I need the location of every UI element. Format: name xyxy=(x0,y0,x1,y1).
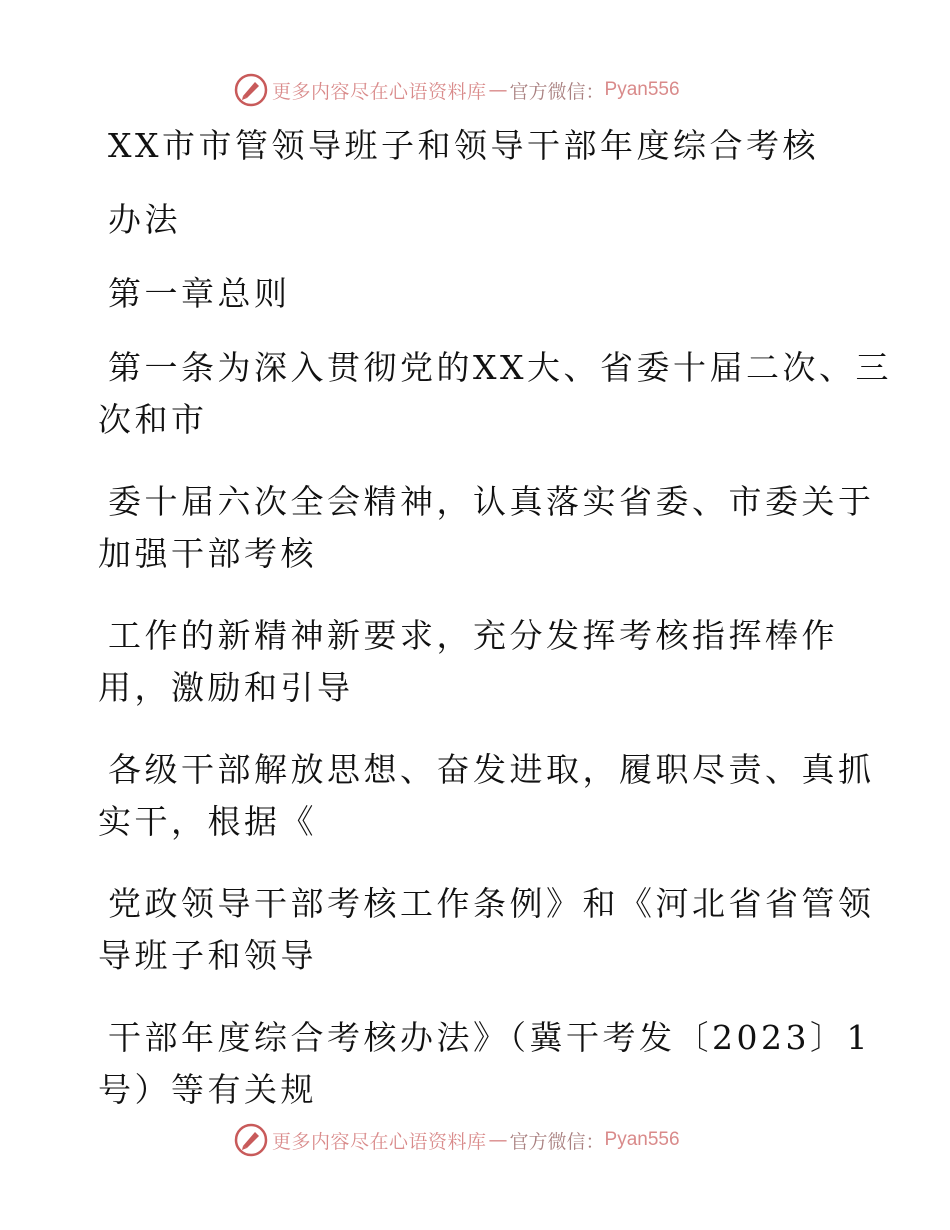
paragraph-line: 加强干部考核 xyxy=(98,534,317,573)
watermark-dash: — xyxy=(488,79,508,101)
pen-nib-circle-icon xyxy=(234,1123,268,1157)
chapter-heading: 第一章总则 xyxy=(108,274,291,313)
watermark-channel-label: 官方微信： xyxy=(509,80,605,103)
paragraph-line: 各级干部解放思想、奋发进取，履职尽责、真抓 xyxy=(108,750,875,789)
paragraph-line: 委十届六次全会精神，认真落实省委、市委关于 xyxy=(108,482,875,521)
paragraph-line: 党政领导干部考核工作条例》和《河北省省管领 xyxy=(108,884,875,923)
watermark-channel-label: 官方微信： xyxy=(509,1130,605,1153)
watermark-site-text: 更多内容尽在心语资料库 xyxy=(272,80,487,103)
paragraph-line: 导班子和领导 xyxy=(98,936,317,975)
document-title-line-2: 办法 xyxy=(108,200,181,239)
paragraph-line: 干部年度综合考核办法》（冀干考发〔2023〕1 xyxy=(108,1018,871,1057)
watermark-dash: — xyxy=(488,1129,508,1151)
watermark-header xyxy=(234,72,680,108)
paragraph-line: 号）等有关规 xyxy=(98,1070,317,1109)
paragraph-line: 用，激励和引导 xyxy=(98,668,354,707)
watermark-site-text: 更多内容尽在心语资料库 xyxy=(272,1130,487,1153)
paragraph-line: 次和市 xyxy=(98,400,208,439)
pen-nib-circle-icon xyxy=(234,73,268,107)
document-title-line-1: XX市市管领导班子和领导干部年度综合考核 xyxy=(108,126,819,165)
paragraph-line: 工作的新精神新要求，充分发挥考核指挥棒作 xyxy=(108,616,838,655)
watermark-account-id: Pyan556 xyxy=(604,79,680,100)
paragraph-line: 实干，根据《 xyxy=(98,802,317,841)
document-body xyxy=(98,120,892,1116)
watermark-footer xyxy=(234,1122,680,1158)
paragraph-line: 第一条为深入贯彻党的XX大、省委十届二次、三 xyxy=(108,348,892,387)
watermark-account-id: Pyan556 xyxy=(604,1129,680,1150)
